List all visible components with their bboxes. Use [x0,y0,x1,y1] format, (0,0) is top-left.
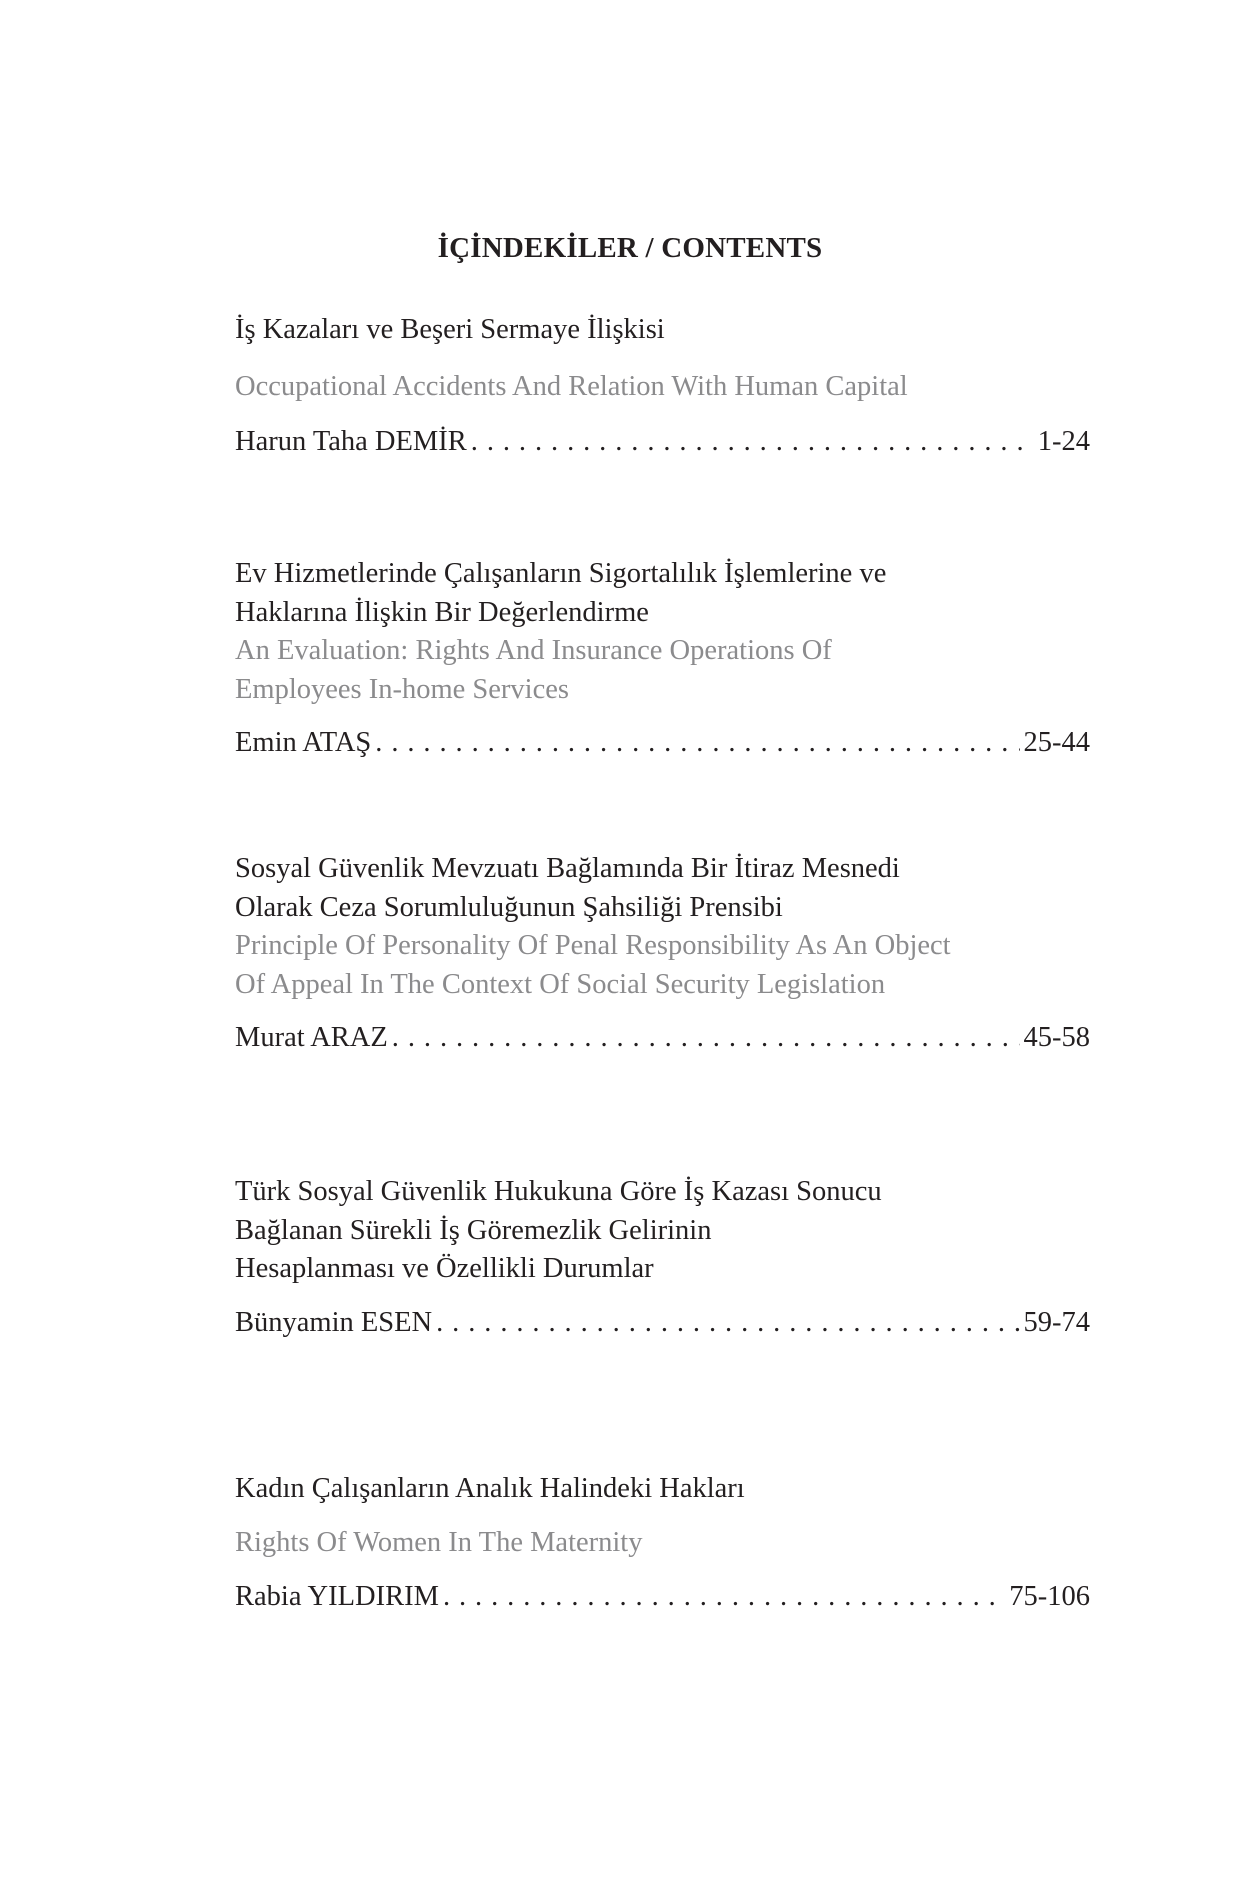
toc-entry [235,1173,1090,1342]
page-title: İÇİNDEKİLER / CONTENTS [437,232,823,264]
toc-entry [235,555,1090,763]
entry-title-en: Rights Of Women In The Maternity [235,1526,643,1558]
entry-title-en: Of Appeal In The Context Of Social Security Legislation [235,968,886,1000]
entry-pages: 75-106 [1009,1581,1090,1612]
toc-entry [235,311,1090,462]
dot-leader [375,724,1019,763]
dot-leader [392,1019,1020,1058]
entry-author-line[interactable] [235,423,1090,462]
dot-leader [443,1578,1005,1617]
entry-author: Bünyamin ESEN [235,1306,433,1338]
entry-author: Rabia YILDIRIM [235,1581,439,1612]
toc-entry [235,1470,1090,1617]
entry-pages: 1-24 [1037,426,1090,457]
entry-pages: 25-44 [1023,727,1090,758]
entry-author: Murat ARAZ [235,1022,388,1053]
entry-title-tr: Sosyal Güvenlik Mevzuatı Bağlamında Bir İtiraz Mesnedi [235,853,900,884]
entry-author: Harun Taha DEMİR [235,426,467,457]
toc-entry [235,850,1090,1058]
entry-author-line[interactable] [235,724,1090,763]
entry-author-line[interactable] [235,1019,1090,1058]
entry-title-tr: Bağlanan Sürekli İş Göremezlik Gelirinin [235,1214,712,1246]
entry-pages: 45-58 [1023,1022,1090,1053]
entry-title-tr: Türk Sosyal Güvenlik Hukukuna Göre İş Kazası Sonucu [235,1176,882,1207]
entry-title-tr: Olarak Ceza Sorumluluğunun Şahsiliği Prensibi [235,891,783,923]
entry-author-line[interactable] [235,1304,1090,1343]
entry-title-tr: Kadın Çalışanların Analık Halindeki Hakları [235,1473,745,1504]
entry-title-en: Principle Of Personality Of Penal Responsibility As An Object [235,930,951,961]
entry-pages: 59-74 [1023,1306,1090,1338]
entry-author-line[interactable] [235,1578,1090,1617]
entry-title-tr: Hesaplanması ve Özellikli Durumlar [235,1253,654,1284]
dot-leader [436,1304,1019,1343]
entry-title-tr: Ev Hizmetlerinde Çalışanların Sigortalılık İşlemlerine ve [235,558,887,589]
entry-title-tr: İş Kazaları ve Beşeri Sermaye İlişkisi [235,314,665,345]
dot-leader [471,423,1034,462]
entry-title-tr: Haklarına İlişkin Bir Değerlendirme [235,596,649,628]
entry-author: Emin ATAŞ [235,727,372,758]
entry-title-en: Employees In-home Services [235,673,569,705]
entry-title-en: An Evaluation: Rights And Insurance Operations Of [235,635,832,666]
entry-title-en: Occupational Accidents And Relation With Human Capital [235,370,908,402]
